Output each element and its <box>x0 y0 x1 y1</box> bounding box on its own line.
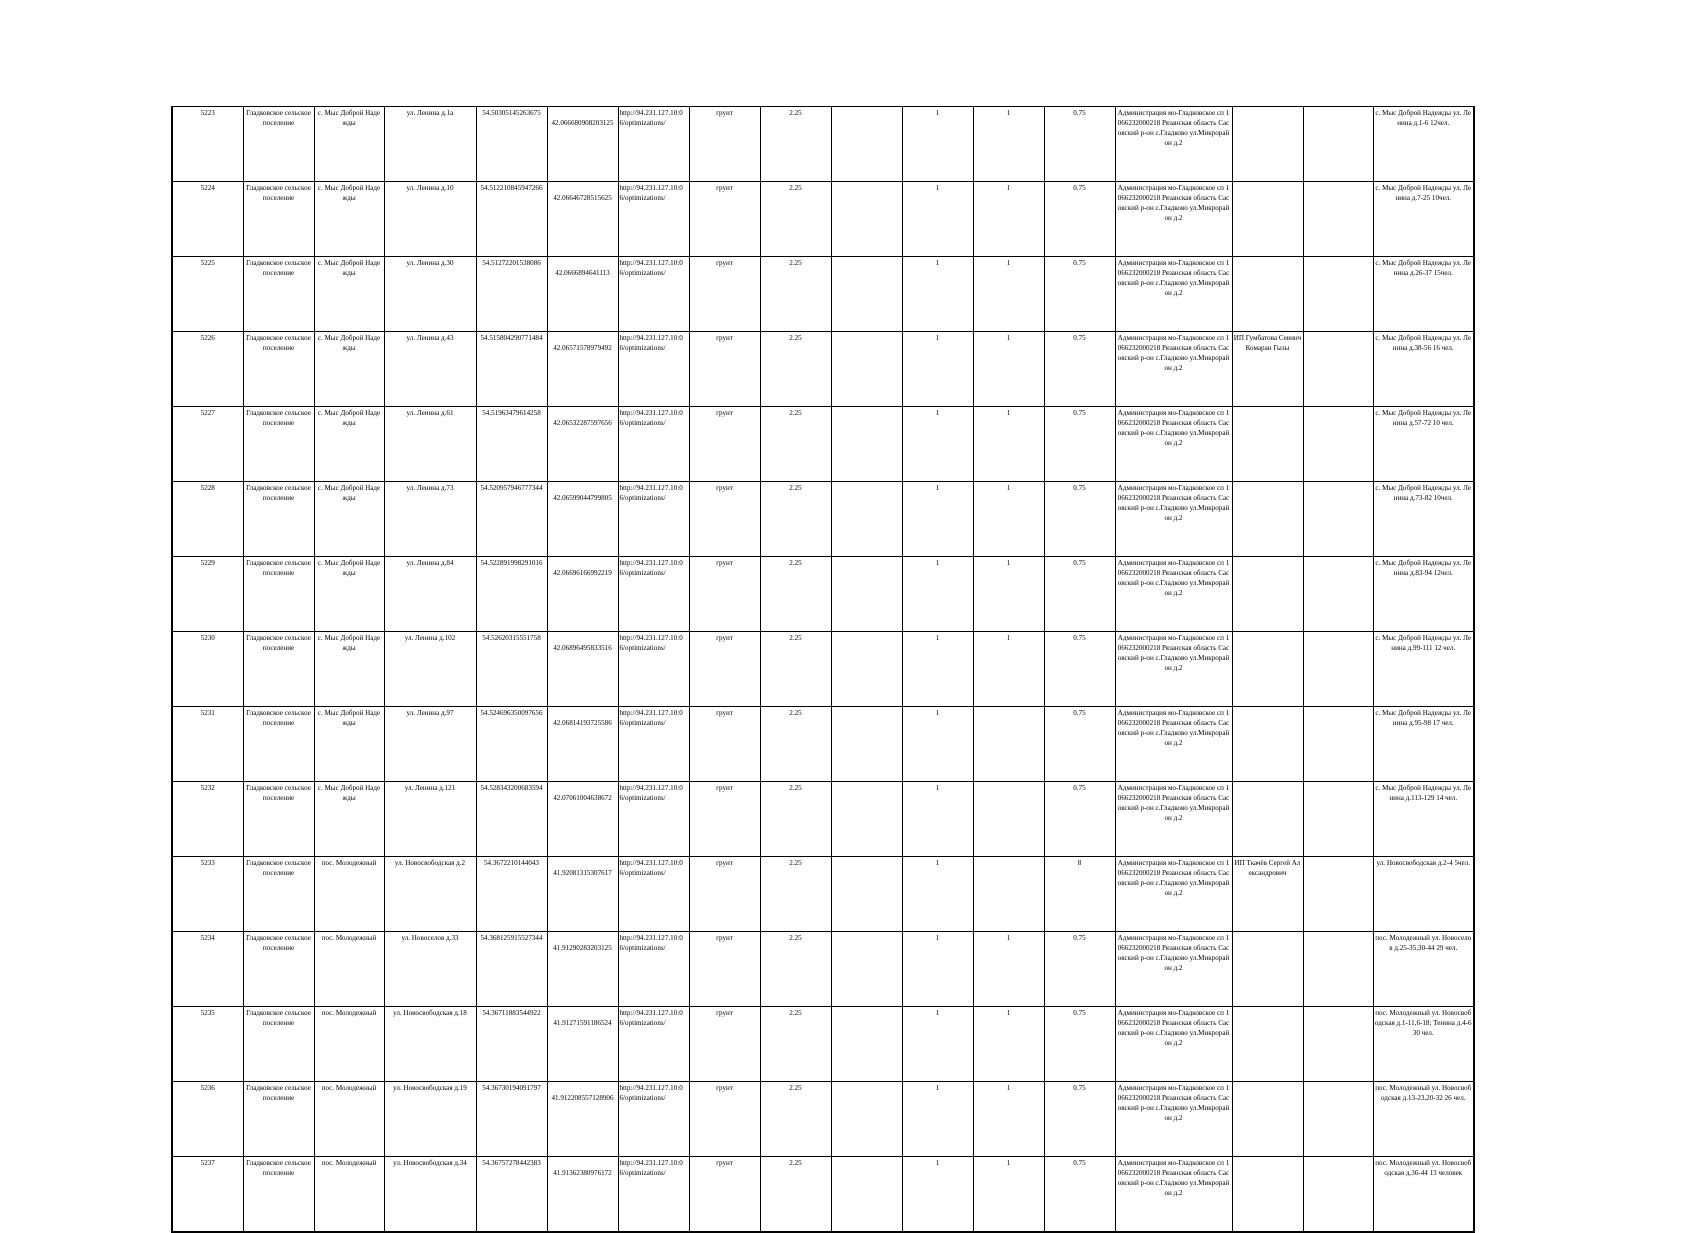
waste-source-cell: с. Мыс Доброй Надежды ул. Ленина д.38-56 16 чел. <box>1373 332 1474 407</box>
latitude-cell: 54.51272201538086 <box>476 257 547 332</box>
address-cell: ул. Ленина д.84 <box>384 557 476 632</box>
locality-cell: пос. Молодежный <box>314 1007 384 1082</box>
settlement-cell: Гладковское сельское поселение <box>243 482 314 557</box>
contractor-cell <box>1232 107 1303 182</box>
locality-cell: с. Мыс Доброй Надежды <box>314 107 384 182</box>
row-id-cell: 5224 <box>172 182 243 257</box>
count-cell: 1 <box>902 857 973 932</box>
latitude-cell: 54.3672210144043 <box>476 857 547 932</box>
settlement-cell: Гладковское сельское поселение <box>243 407 314 482</box>
waste-source-cell: с. Мыс Доброй Надежды ул. Ленина д.83-94 12чел. <box>1373 557 1474 632</box>
volume-cell: 0.75 <box>1044 707 1115 782</box>
area-cell: 2.25 <box>760 632 831 707</box>
count-cell: 1 <box>902 407 973 482</box>
latitude-cell: 54.50305145263675 <box>476 107 547 182</box>
volume-cell: 0.75 <box>1044 557 1115 632</box>
address-cell: ул. Новосвободская д.34 <box>384 1157 476 1233</box>
count-cell <box>973 857 1044 932</box>
area-cell: 2.25 <box>760 182 831 257</box>
area-cell: 2.25 <box>760 932 831 1007</box>
owner-cell: Администрация мо-Гладковское сп 1066232000218 Рязанская область Сасовский р-он с.Гладково ул.Микрорайон д.2 <box>1115 782 1232 857</box>
settlement-cell: Гладковское сельское поселение <box>243 1007 314 1082</box>
contractor-cell <box>1232 632 1303 707</box>
count-cell: 1 <box>973 557 1044 632</box>
settlement-cell: Гладковское сельское поселение <box>243 632 314 707</box>
count-cell: 1 <box>902 182 973 257</box>
address-cell: ул. Новоселов д.33 <box>384 932 476 1007</box>
longitude-cell: 41.91271591186524 <box>547 1007 618 1082</box>
locality-cell: с. Мыс Доброй Надежды <box>314 482 384 557</box>
count-cell: 1 <box>902 782 973 857</box>
table-row <box>172 782 1474 857</box>
table-row <box>172 707 1474 782</box>
empty-cell <box>1303 257 1373 332</box>
longitude-cell: 42.06646728515625 <box>547 182 618 257</box>
empty-cell <box>1303 1007 1373 1082</box>
area-cell: 2.25 <box>760 557 831 632</box>
url-cell: http://94.231.127.10:06/optimizations/ <box>618 857 689 932</box>
contractor-cell: ИП Гумбатова Севинч Комаран Гызы <box>1232 332 1303 407</box>
contractor-cell <box>1232 482 1303 557</box>
settlement-cell: Гладковское сельское поселение <box>243 707 314 782</box>
table-row <box>172 257 1474 332</box>
latitude-cell: 54.52620315551758 <box>476 632 547 707</box>
count-cell <box>973 707 1044 782</box>
waste-source-cell: с. Мыс Доброй Надежды ул. Ленина д.26-37 15чел. <box>1373 257 1474 332</box>
owner-cell: Администрация мо-Гладковское сп 1066232000218 Рязанская область Сасовский р-он с.Гладково ул.Микрорайон д.2 <box>1115 257 1232 332</box>
latitude-cell: 54.368125915527344 <box>476 932 547 1007</box>
empty-cell <box>1303 1157 1373 1233</box>
empty-cell <box>1303 557 1373 632</box>
empty-cell <box>1303 857 1373 932</box>
owner-cell: Администрация мо-Гладковское сп 1066232000218 Рязанская область Сасовский р-он с.Гладково ул.Микрорайон д.2 <box>1115 1082 1232 1157</box>
table-row <box>172 857 1474 932</box>
contractor-cell <box>1232 932 1303 1007</box>
empty-cell <box>1303 632 1373 707</box>
waste-source-cell: с. Мыс Доброй Надежды ул. Ленина д.113-129 14 чел. <box>1373 782 1474 857</box>
settlement-cell: Гладковское сельское поселение <box>243 1157 314 1233</box>
contractor-cell <box>1232 257 1303 332</box>
count-cell: 1 <box>973 1157 1044 1233</box>
count-cell: 1 <box>902 932 973 1007</box>
row-id-cell: 5226 <box>172 332 243 407</box>
locality-cell: с. Мыс Доброй Надежды <box>314 332 384 407</box>
table-row <box>172 1007 1474 1082</box>
settlement-cell: Гладковское сельское поселение <box>243 932 314 1007</box>
area-cell: 2.25 <box>760 707 831 782</box>
url-cell: http://94.231.127.10:06/optimizations/ <box>618 632 689 707</box>
address-cell: ул. Ленина д.121 <box>384 782 476 857</box>
locality-cell: с. Мыс Доброй Надежды <box>314 782 384 857</box>
latitude-cell: 54.51963479614258 <box>476 407 547 482</box>
count-cell: 1 <box>902 1082 973 1157</box>
row-id-cell: 5228 <box>172 482 243 557</box>
waste-source-cell: с. Мыс Доброй Надежды ул. Ленина д.1-6 12чел. <box>1373 107 1474 182</box>
address-cell: ул. Ленина д.61 <box>384 407 476 482</box>
url-cell: http://94.231.127.10:06/optimizations/ <box>618 332 689 407</box>
surface-cell: грунт <box>689 557 760 632</box>
area-cell: 2.25 <box>760 482 831 557</box>
waste-source-cell: с. Мыс Доброй Надежды ул. Ленина д.57-72 10 чел. <box>1373 407 1474 482</box>
row-id-cell: 5225 <box>172 257 243 332</box>
address-cell: ул. Ленина д.97 <box>384 707 476 782</box>
longitude-cell: 42.07061004638672 <box>547 782 618 857</box>
owner-cell: Администрация мо-Гладковское сп 1066232000218 Рязанская область Сасовский р-он с.Гладково ул.Микрорайон д.2 <box>1115 1007 1232 1082</box>
table-row <box>172 1157 1474 1233</box>
longitude-cell: 42.06896495833516 <box>547 632 618 707</box>
row-id-cell: 5231 <box>172 707 243 782</box>
volume-cell: 0.75 <box>1044 107 1115 182</box>
empty-cell <box>831 482 902 557</box>
volume-cell: 0.75 <box>1044 407 1115 482</box>
count-cell: 1 <box>973 407 1044 482</box>
table-row <box>172 182 1474 257</box>
settlement-cell: Гладковское сельское поселение <box>243 857 314 932</box>
settlement-cell: Гладковское сельское поселение <box>243 257 314 332</box>
empty-cell <box>1303 107 1373 182</box>
empty-cell <box>1303 932 1373 1007</box>
longitude-cell: 41.912208557128906 <box>547 1082 618 1157</box>
address-cell: ул. Новосвободская д.2 <box>384 857 476 932</box>
area-cell: 2.25 <box>760 1157 831 1233</box>
table-row <box>172 557 1474 632</box>
empty-cell <box>831 407 902 482</box>
empty-cell <box>831 1157 902 1233</box>
url-cell: http://94.231.127.10:06/optimizations/ <box>618 482 689 557</box>
address-cell: ул. Ленина д.43 <box>384 332 476 407</box>
count-cell: 1 <box>902 107 973 182</box>
owner-cell: Администрация мо-Гладковское сп 1066232000218 Рязанская область Сасовский р-он с.Гладково ул.Микрорайон д.2 <box>1115 707 1232 782</box>
empty-cell <box>831 782 902 857</box>
count-cell: 1 <box>902 482 973 557</box>
empty-cell <box>831 1082 902 1157</box>
area-cell: 2.25 <box>760 1007 831 1082</box>
longitude-cell: 42.06814193725586 <box>547 707 618 782</box>
volume-cell: 0.75 <box>1044 482 1115 557</box>
waste-source-cell: пос. Молодежный ул. Новосвободская д.13-23,20-32 26 чел. <box>1373 1082 1474 1157</box>
url-cell: http://94.231.127.10:06/optimizations/ <box>618 107 689 182</box>
surface-cell: грунт <box>689 1157 760 1233</box>
area-cell: 2.25 <box>760 857 831 932</box>
locality-cell: с. Мыс Доброй Надежды <box>314 632 384 707</box>
empty-cell <box>831 632 902 707</box>
table-row <box>172 632 1474 707</box>
empty-cell <box>831 932 902 1007</box>
longitude-cell: 42.0666894641113 <box>547 257 618 332</box>
contractor-cell <box>1232 557 1303 632</box>
url-cell: http://94.231.127.10:06/optimizations/ <box>618 1082 689 1157</box>
area-cell: 2.25 <box>760 1082 831 1157</box>
empty-cell <box>831 182 902 257</box>
count-cell: 1 <box>973 257 1044 332</box>
locality-cell: пос. Молодежный <box>314 1082 384 1157</box>
url-cell: http://94.231.127.10:06/optimizations/ <box>618 782 689 857</box>
empty-cell <box>1303 482 1373 557</box>
surface-cell: грунт <box>689 482 760 557</box>
url-cell: http://94.231.127.10:06/optimizations/ <box>618 257 689 332</box>
surface-cell: грунт <box>689 707 760 782</box>
volume-cell: 0.75 <box>1044 1007 1115 1082</box>
owner-cell: Администрация мо-Гладковское сп 1066232000218 Рязанская область Сасовский р-он с.Гладково ул.Микрорайон д.2 <box>1115 857 1232 932</box>
latitude-cell: 54.520957946777344 <box>476 482 547 557</box>
volume-cell: 0.75 <box>1044 782 1115 857</box>
count-cell: 1 <box>902 557 973 632</box>
url-cell: http://94.231.127.10:06/optimizations/ <box>618 407 689 482</box>
surface-cell: грунт <box>689 857 760 932</box>
latitude-cell: 54.36711883544922 <box>476 1007 547 1082</box>
settlement-cell: Гладковское сельское поселение <box>243 557 314 632</box>
waste-source-cell: с. Мыс Доброй Надежды ул. Ленина д.73-82 10чел. <box>1373 482 1474 557</box>
owner-cell: Администрация мо-Гладковское сп 1066232000218 Рязанская область Сасовский р-он с.Гладково ул.Микрорайон д.2 <box>1115 407 1232 482</box>
empty-cell <box>831 107 902 182</box>
waste-source-cell: пос. Молодежный ул. Новосвободская д.36-44 13 человек <box>1373 1157 1474 1233</box>
surface-cell: грунт <box>689 407 760 482</box>
empty-cell <box>1303 782 1373 857</box>
latitude-cell: 54.524696350097656 <box>476 707 547 782</box>
empty-cell <box>831 257 902 332</box>
longitude-cell: 42.06532287597656 <box>547 407 618 482</box>
waste-source-cell: с. Мыс Доброй Надежды ул. Ленина д.95-98 17 чел. <box>1373 707 1474 782</box>
empty-cell <box>1303 1082 1373 1157</box>
count-cell: 1 <box>973 1007 1044 1082</box>
locality-cell: с. Мыс Доброй Надежды <box>314 182 384 257</box>
volume-cell: 0.75 <box>1044 182 1115 257</box>
table-row <box>172 482 1474 557</box>
latitude-cell: 54.522891998291016 <box>476 557 547 632</box>
url-cell: http://94.231.127.10:06/optimizations/ <box>618 707 689 782</box>
volume-cell: 8 <box>1044 857 1115 932</box>
row-id-cell: 5232 <box>172 782 243 857</box>
area-cell: 2.25 <box>760 332 831 407</box>
owner-cell: Администрация мо-Гладковское сп 1066232000218 Рязанская область Сасовский р-он с.Гладково ул.Микрорайон д.2 <box>1115 332 1232 407</box>
row-id-cell: 5233 <box>172 857 243 932</box>
table-row <box>172 932 1474 1007</box>
longitude-cell: 42.06599044799805 <box>547 482 618 557</box>
table-row <box>172 107 1474 182</box>
table-row <box>172 332 1474 407</box>
empty-cell <box>1303 407 1373 482</box>
row-id-cell: 5237 <box>172 1157 243 1233</box>
locality-cell: с. Мыс Доброй Надежды <box>314 557 384 632</box>
settlement-cell: Гладковское сельское поселение <box>243 332 314 407</box>
volume-cell: 0.75 <box>1044 257 1115 332</box>
locality-cell: с. Мыс Доброй Надежды <box>314 257 384 332</box>
contractor-cell <box>1232 1082 1303 1157</box>
row-id-cell: 5234 <box>172 932 243 1007</box>
table-row <box>172 1082 1474 1157</box>
address-cell: ул. Ленина д.102 <box>384 632 476 707</box>
surface-cell: грунт <box>689 257 760 332</box>
owner-cell: Администрация мо-Гладковское сп 1066232000218 Рязанская область Сасовский р-он с.Гладково ул.Микрорайон д.2 <box>1115 1157 1232 1233</box>
row-id-cell: 5235 <box>172 1007 243 1082</box>
volume-cell: 0.75 <box>1044 1082 1115 1157</box>
url-cell: http://94.231.127.10:06/optimizations/ <box>618 1007 689 1082</box>
contractor-cell <box>1232 1007 1303 1082</box>
longitude-cell: 42.06696166992219 <box>547 557 618 632</box>
longitude-cell: 42.06571578979492 <box>547 332 618 407</box>
longitude-cell: 42.066680908203125 <box>547 107 618 182</box>
address-cell: ул. Ленина д.73 <box>384 482 476 557</box>
waste-source-cell: ул. Новосвободская д.2-4 5чел. <box>1373 857 1474 932</box>
contractor-cell <box>1232 782 1303 857</box>
surface-cell: грунт <box>689 782 760 857</box>
waste-source-cell: с. Мыс Доброй Надежды ул. Ленина д.99-111 12 чел. <box>1373 632 1474 707</box>
contractor-cell <box>1232 707 1303 782</box>
surface-cell: грунт <box>689 1007 760 1082</box>
latitude-cell: 54.36757278442383 <box>476 1157 547 1233</box>
empty-cell <box>831 707 902 782</box>
row-id-cell: 5229 <box>172 557 243 632</box>
row-id-cell: 5236 <box>172 1082 243 1157</box>
surface-cell: грунт <box>689 332 760 407</box>
address-cell: ул. Новосвободская д.18 <box>384 1007 476 1082</box>
count-cell: 1 <box>973 107 1044 182</box>
latitude-cell: 54.512210845947266 <box>476 182 547 257</box>
empty-cell <box>831 332 902 407</box>
url-cell: http://94.231.127.10:06/optimizations/ <box>618 1157 689 1233</box>
latitude-cell: 54.515804290771484 <box>476 332 547 407</box>
row-id-cell: 5230 <box>172 632 243 707</box>
row-id-cell: 5223 <box>172 107 243 182</box>
count-cell: 1 <box>973 1082 1044 1157</box>
url-cell: http://94.231.127.10:06/optimizations/ <box>618 557 689 632</box>
count-cell: 1 <box>902 707 973 782</box>
url-cell: http://94.231.127.10:06/optimizations/ <box>618 182 689 257</box>
settlement-cell: Гладковское сельское поселение <box>243 782 314 857</box>
contractor-cell <box>1232 182 1303 257</box>
settlement-cell: Гладковское сельское поселение <box>243 182 314 257</box>
locality-cell: пос. Молодежный <box>314 857 384 932</box>
count-cell: 1 <box>902 1007 973 1082</box>
surface-cell: грунт <box>689 632 760 707</box>
count-cell <box>973 782 1044 857</box>
latitude-cell: 54.36730194091797 <box>476 1082 547 1157</box>
volume-cell: 0.75 <box>1044 1157 1115 1233</box>
address-cell: ул. Ленина д.30 <box>384 257 476 332</box>
registry-table-body <box>172 107 1474 1233</box>
empty-cell <box>831 857 902 932</box>
waste-source-cell: пос. Молодежный ул. Новоселов д.25-35,30-44 29 чел. <box>1373 932 1474 1007</box>
locality-cell: с. Мыс Доброй Надежды <box>314 707 384 782</box>
locality-cell: пос. Молодежный <box>314 932 384 1007</box>
count-cell: 1 <box>902 257 973 332</box>
longitude-cell: 41.91362380976172 <box>547 1157 618 1233</box>
count-cell: 1 <box>902 332 973 407</box>
owner-cell: Администрация мо-Гладковское сп 1066232000218 Рязанская область Сасовский р-он с.Гладково ул.Микрорайон д.2 <box>1115 182 1232 257</box>
empty-cell <box>1303 332 1373 407</box>
contractor-cell: ИП Ткачёв Сергей Александрович <box>1232 857 1303 932</box>
registry-table <box>171 106 1475 1233</box>
owner-cell: Администрация мо-Гладковское сп 1066232000218 Рязанская область Сасовский р-он с.Гладково ул.Микрорайон д.2 <box>1115 932 1232 1007</box>
owner-cell: Администрация мо-Гладковское сп 1066232000218 Рязанская область Сасовский р-он с.Гладково ул.Микрорайон д.2 <box>1115 482 1232 557</box>
empty-cell <box>1303 707 1373 782</box>
table-row <box>172 407 1474 482</box>
area-cell: 2.25 <box>760 407 831 482</box>
count-cell: 1 <box>902 632 973 707</box>
row-id-cell: 5227 <box>172 407 243 482</box>
area-cell: 2.25 <box>760 782 831 857</box>
locality-cell: с. Мыс Доброй Надежды <box>314 407 384 482</box>
address-cell: ул. Новосвободская д.19 <box>384 1082 476 1157</box>
address-cell: ул. Ленина д.1а <box>384 107 476 182</box>
latitude-cell: 54.528343200683594 <box>476 782 547 857</box>
empty-cell <box>831 1007 902 1082</box>
volume-cell: 0.75 <box>1044 932 1115 1007</box>
contractor-cell <box>1232 407 1303 482</box>
surface-cell: грунт <box>689 1082 760 1157</box>
count-cell: 1 <box>973 332 1044 407</box>
owner-cell: Администрация мо-Гладковское сп 1066232000218 Рязанская область Сасовский р-он с.Гладково ул.Микрорайон д.2 <box>1115 557 1232 632</box>
waste-source-cell: с. Мыс Доброй Надежды ул. Ленина д.7-25 10чел. <box>1373 182 1474 257</box>
empty-cell <box>831 557 902 632</box>
count-cell: 1 <box>973 932 1044 1007</box>
url-cell: http://94.231.127.10:06/optimizations/ <box>618 932 689 1007</box>
owner-cell: Администрация мо-Гладковское сп 1066232000218 Рязанская область Сасовский р-он с.Гладково ул.Микрорайон д.2 <box>1115 107 1232 182</box>
longitude-cell: 41.91290283203125 <box>547 932 618 1007</box>
surface-cell: грунт <box>689 182 760 257</box>
locality-cell: пос. Молодежный <box>314 1157 384 1233</box>
contractor-cell <box>1232 1157 1303 1233</box>
waste-source-cell: пос. Молодежный ул. Новосвободская д.1-11,6-18; Тенина д.4-6 30 чел. <box>1373 1007 1474 1082</box>
longitude-cell: 41.92081315307617 <box>547 857 618 932</box>
count-cell: 1 <box>902 1157 973 1233</box>
owner-cell: Администрация мо-Гладковское сп 1066232000218 Рязанская область Сасовский р-он с.Гладково ул.Микрорайон д.2 <box>1115 632 1232 707</box>
empty-cell <box>1303 182 1373 257</box>
area-cell: 2.25 <box>760 257 831 332</box>
count-cell: 1 <box>973 482 1044 557</box>
count-cell: 1 <box>973 182 1044 257</box>
area-cell: 2.25 <box>760 107 831 182</box>
address-cell: ул. Ленина д.10 <box>384 182 476 257</box>
surface-cell: грунт <box>689 932 760 1007</box>
count-cell: 1 <box>973 632 1044 707</box>
settlement-cell: Гладковское сельское поселение <box>243 1082 314 1157</box>
volume-cell: 0.75 <box>1044 332 1115 407</box>
settlement-cell: Гладковское сельское поселение <box>243 107 314 182</box>
surface-cell: грунт <box>689 107 760 182</box>
volume-cell: 0.75 <box>1044 632 1115 707</box>
